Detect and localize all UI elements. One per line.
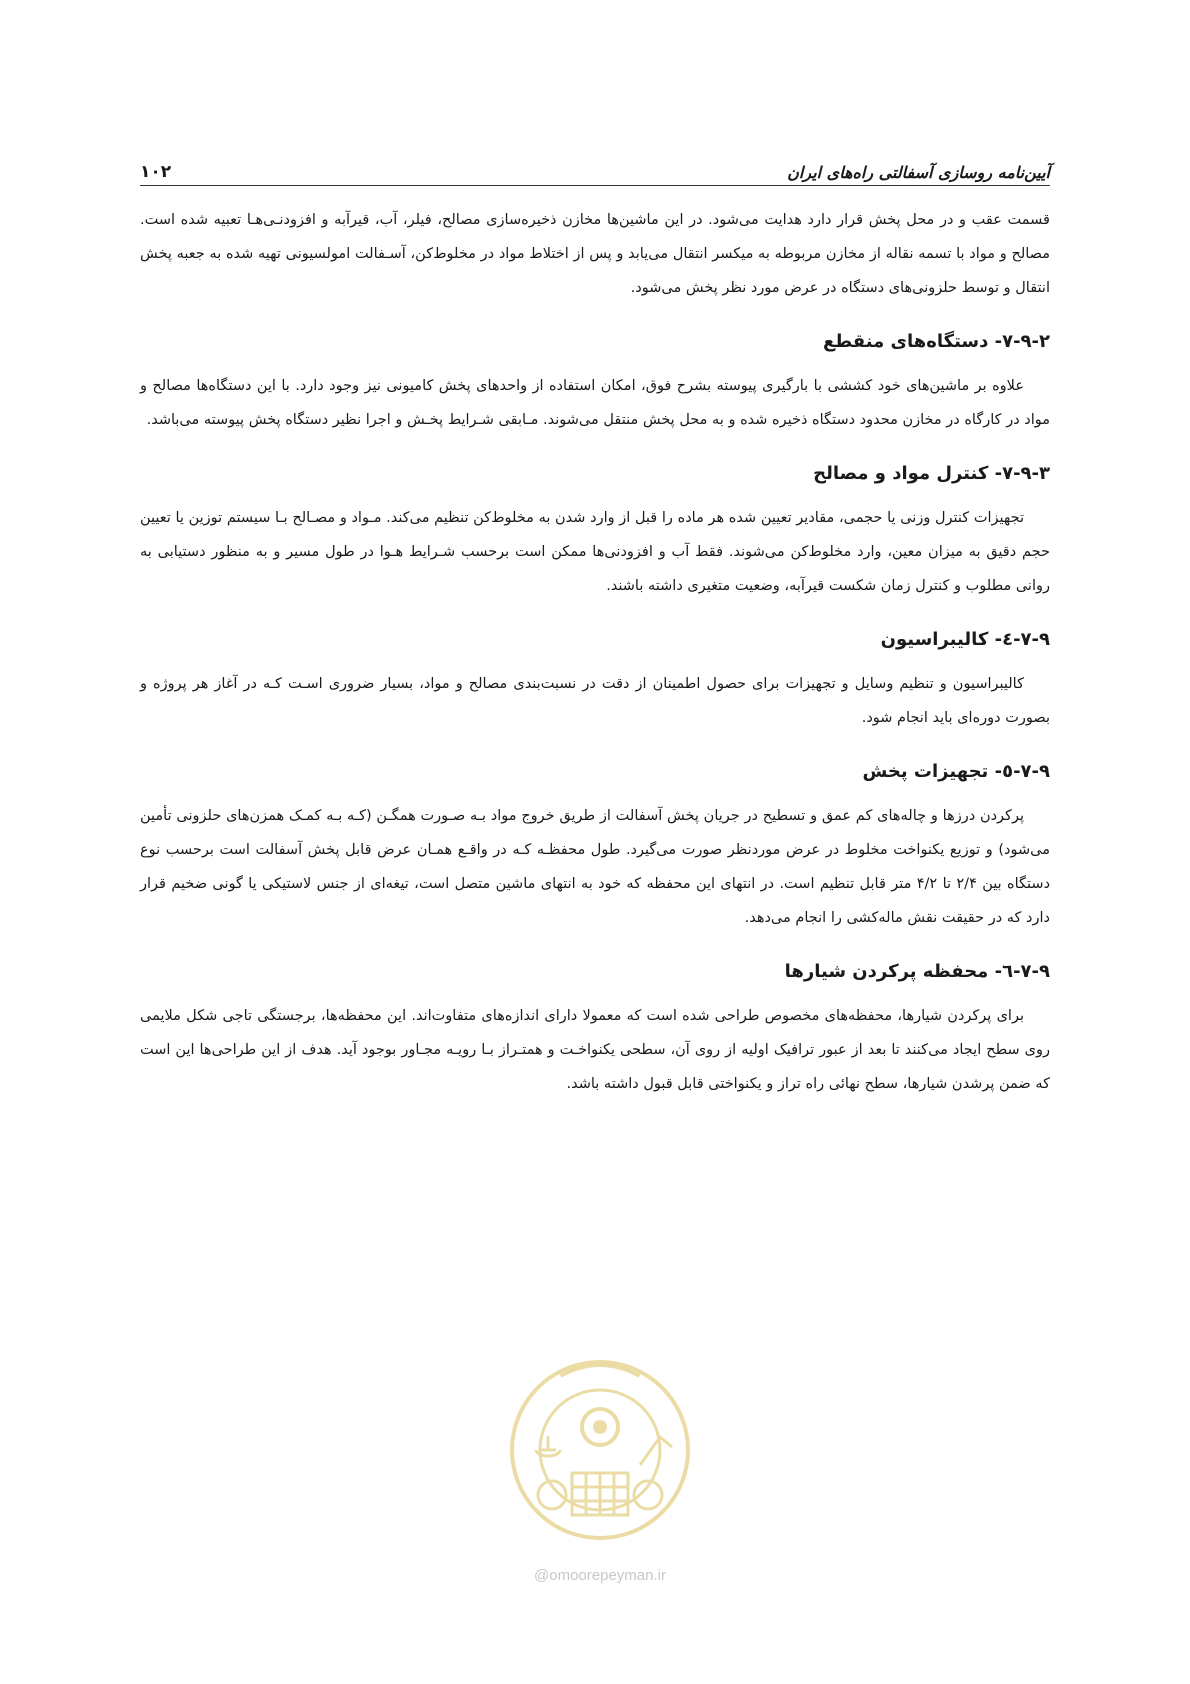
section-heading-devices: ۷-۹-۲- دستگاه‌های منقطع: [822, 331, 1050, 352]
seal-icon: [480, 1355, 720, 1565]
section-paragraph-material-control: تجهیزات کنترل وزنی یا حجمی، مقادیر تعیین شده هر ماده را قبل از وارد شدن به مخلوط‌کن تنظیم می‌کند. مـواد و مصـالح بـا سیستم توزین یا تعیین حجم دقیق به میزان معین، وارد مخلوط‌کن می‌شوند. فقط آب و افزودنی‌ها ممکن است برحسب شـرایط هـوا در طول مسیر و به منظور دستیابی به روانی مطلوب و کنترل زمان شکست قیرآبه، وضعیت متغیری داشته باشند.: [140, 510, 1050, 594]
header-rule: [140, 185, 1050, 186]
section-heading-rut-filling-box: ۷-۹-٦- محفظه پرکردن شیارها: [784, 961, 1050, 982]
section-heading-calibration: ۷-۹-٤- کالیبراسیون: [880, 629, 1050, 650]
watermark-logo: [480, 1355, 720, 1615]
section-heading-material-control: ۷-۹-۳- کنترل مواد و مصالح: [813, 463, 1050, 484]
page-content: [140, 203, 1050, 1101]
running-title: آیین‌نامه روسازی آسفالتی راه‌های ایران: [787, 163, 1050, 182]
intro-paragraph: قسمت عقب و در محل پخش قرار دارد هدایت می‌شود. در این ماشین‌ها مخازن ذخیره‌سازی مصالح، فیلر، آب، قیرآبه و افزودنـی‌هـا تعبیه شده است. مصالح و مواد با تسمه نقاله از مخازن مربوطه به میکسر انتقال می‌یابد و پس از اختلاط مواد در مخلوط‌کن، آسـفالت امولسیونی تهیه شده به جعبه پخش انتقال و توسط حلزونی‌های دستگاه در عرض مورد نظر پخش می‌شود.: [140, 212, 1050, 296]
section-paragraph-spreading-equipment: پرکردن درزها و چاله‌های کم عمق و تسطیح در جریان پخش آسفالت از طریق خروج مواد بـه صـورت همگـن (کـه بـه کمـک همزن‌های حلزونی تأمین می‌شود) و توزیع یکنواخت مخلوط در عرض موردنظر صورت می‌گیرد. طول محفظـه کـه در واقـع همـان عرض قابل پخش آسفالت است برحسب نوع دستگاه بین ۲/۴ تا ۴/۲ متر قابل تنظیم است. در انتهای این محفظه که خود به انتهای ماشین متصل است، تیغه‌ای از جنس لاستیکی یا گونی ضخیم قرار دارد که در حقیقت نقش ماله‌کشی را انجام می‌دهد.: [140, 808, 1051, 926]
section-paragraph-devices: علاوه بر ماشین‌های خود کششی با بارگیری پیوسته بشرح فوق، امکان استفاده از واحدهای پخش کامیونی نیز وجود دارد. با این دستگاه‌ها مصالح و مواد در کارگاه در مخازن محدود دستگاه ذخیره شده و به محل پخش منتقل می‌شوند. مـابقی شـرایط پخـش و اجرا نظیر دستگاه پخش پیوسته می‌باشد.: [140, 378, 1050, 428]
page-header: [140, 150, 1050, 182]
section-paragraph-rut-filling-box: برای پرکردن شیارها، محفظه‌های مخصوص طراحی شده است که معمولا دارای اندازه‌های متفاوت‌اند. این محفظه‌ها، برجستگی تاجی شکل ملایمی روی سطح ایجاد می‌کنند تا بعد از عبور ترافیک اولیه از روی آن، سطحی یکنواخـت و همتـراز بـا رویـه مجـاور بوجود آید. هدف از این طراحی‌ها این است که ضمن پرشدن شیارها، سطح نهائی راه تراز و یکنواختی قابل قبول داشته باشد.: [140, 1008, 1050, 1092]
page-number: ۱۰۲: [140, 162, 172, 182]
section-paragraph-calibration: کالیبراسیون و تنظیم وسایل و تجهیزات برای حصول اطمینان از دقت در نسبت‌بندی مصالح و مواد، بسیار ضروری اسـت کـه در آغاز هر پروژه و بصورت دوره‌ای باید انجام شود.: [140, 676, 1050, 726]
section-heading-spreading-equipment: ۷-۹-٥- تجهیزات پخش: [862, 761, 1050, 782]
watermark-url: @omoorepeyman.ir: [534, 1567, 666, 1584]
